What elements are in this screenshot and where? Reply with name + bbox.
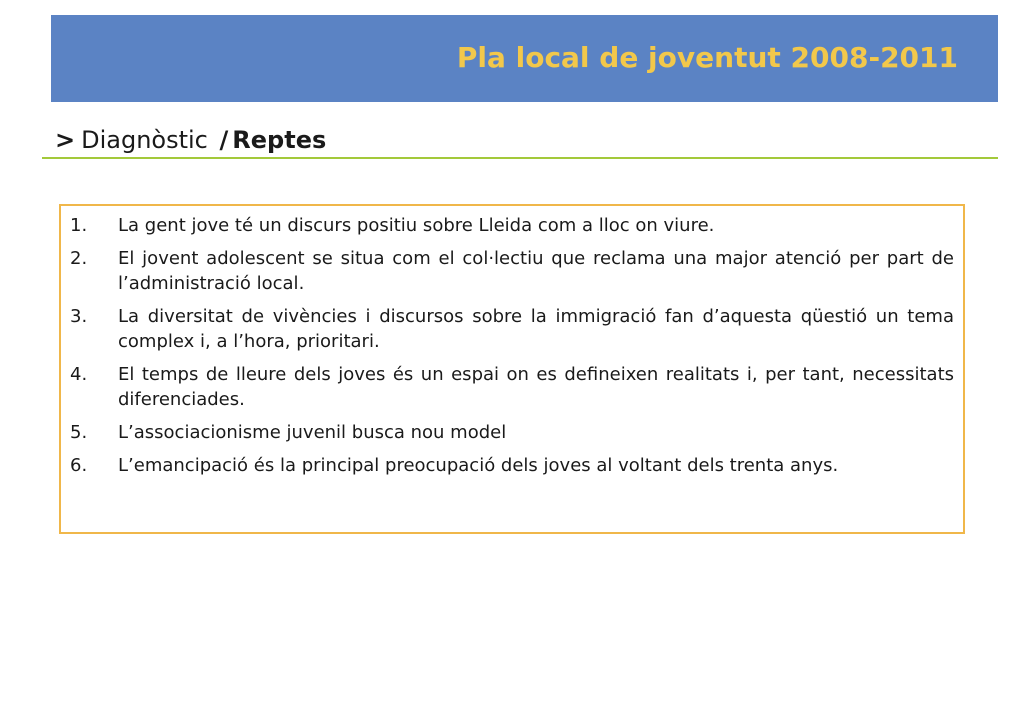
list-item-text: El temps de lleure dels joves és un espai on es defineixen realitats i, per tant, necessitats diferenciades. (118, 364, 954, 410)
numbered-list (70, 213, 954, 486)
list-item (70, 213, 954, 238)
heading-arrow: > (55, 126, 76, 154)
list-item-number: 2. (70, 248, 88, 269)
list-item (70, 453, 954, 478)
heading-sublabel: Reptes (232, 126, 327, 154)
list-item-number: 3. (70, 306, 88, 327)
list-item-text: La diversitat de vivències i discursos sobre la immigració fan d’aquesta qüestió un tema complex i, a l’hora, prioritari. (118, 306, 954, 352)
heading-label: Diagnòstic (81, 126, 208, 154)
list-item-text: El jovent adolescent se situa com el col·lectiu que reclama una major atenció per part de l’administració local. (118, 248, 954, 294)
list-item-number: 4. (70, 364, 88, 385)
list-item-text: La gent jove té un discurs positiu sobre Lleida com a lloc on viure. (118, 215, 715, 236)
content-box (59, 204, 965, 534)
list-item-number: 6. (70, 455, 88, 476)
list-item-number: 5. (70, 422, 88, 443)
list-item-text: L’associacionisme juvenil busca nou model (118, 422, 507, 443)
section-heading (55, 126, 326, 154)
page-title: Pla local de joventut 2008-2011 (456, 41, 958, 74)
heading-separator: / (219, 126, 229, 154)
list-item (70, 304, 954, 354)
section-divider (42, 157, 998, 159)
list-item (70, 420, 954, 445)
header-band (51, 15, 998, 102)
list-item (70, 362, 954, 412)
list-item-number: 1. (70, 215, 88, 236)
list-item-text: L’emancipació és la principal preocupació dels joves al voltant dels trenta anys. (118, 455, 839, 476)
list-item (70, 246, 954, 296)
